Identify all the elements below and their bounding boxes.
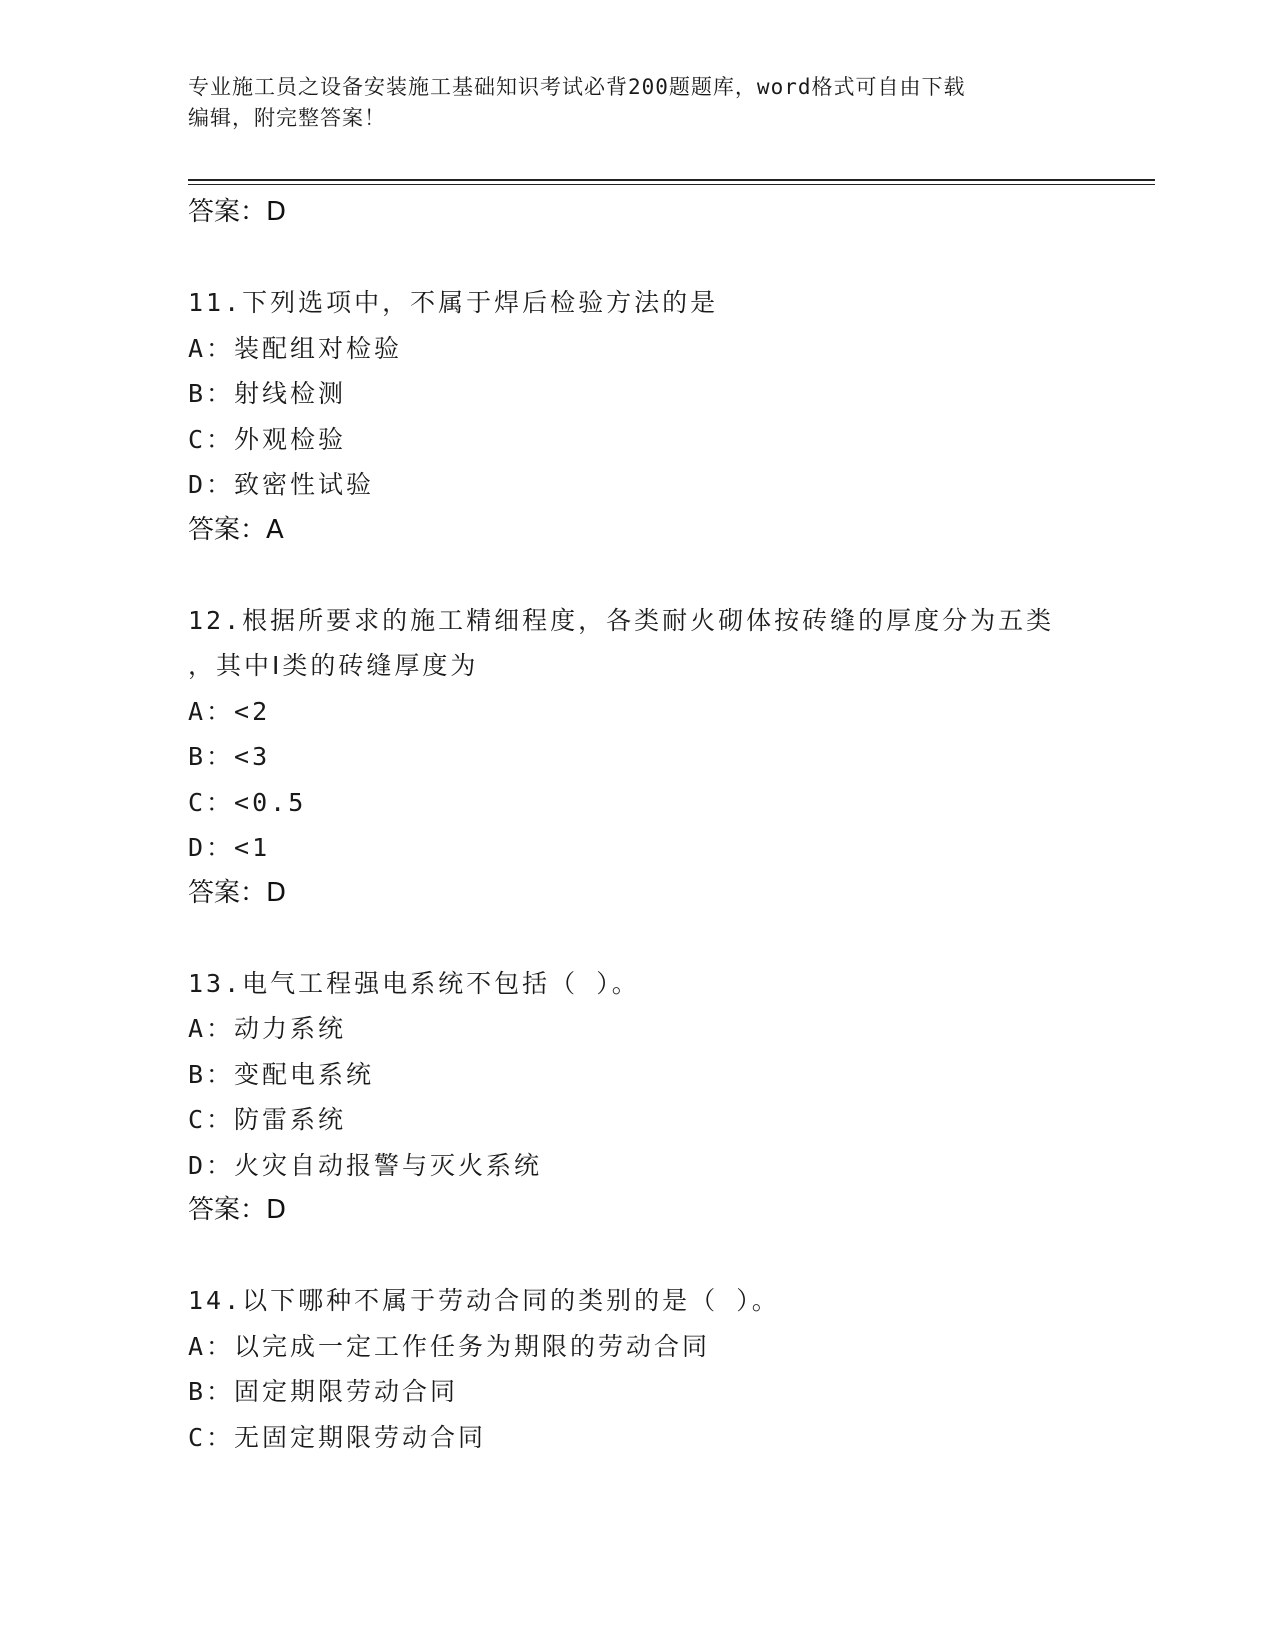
option-d: D：致密性试验 [188, 470, 375, 499]
question-stem: 13.电气工程强电系统不包括（ ）。 [188, 968, 640, 998]
option-a: A：动力系统 [188, 1014, 347, 1043]
question-stem: 14.以下哪种不属于劳动合同的类别的是（ ）。 [188, 1286, 780, 1315]
option-a: A：<2 [188, 696, 271, 726]
option-d: D：火灾自动报警与灭火系统 [188, 1150, 543, 1180]
option-b: B：<3 [188, 742, 271, 771]
question-13 [188, 961, 1088, 1233]
answer-line: 答案：D [188, 877, 287, 908]
option-d: D：<1 [188, 833, 271, 862]
header-rule-thin [188, 184, 1155, 185]
question-12 [188, 598, 1088, 915]
header-rule-thick [188, 179, 1155, 181]
question-11 [188, 280, 1088, 552]
answer-line: 答案：A [188, 514, 284, 545]
answer-line: 答案：D [188, 1195, 287, 1225]
option-c: C：<0.5 [188, 787, 307, 817]
question-14 [188, 1278, 1088, 1460]
question-stem-line-1: 12.根据所要求的施工精细程度，各类耐火砌体按砖缝的厚度分为五类 [188, 605, 1055, 635]
option-a: A：以完成一定工作任务为期限的劳动合同 [188, 1331, 711, 1361]
option-c: C：防雷系统 [188, 1105, 347, 1134]
answer-line: 答案：D [188, 197, 287, 227]
option-b: B：射线检测 [188, 379, 347, 408]
header-line-1: 专业施工员之设备安装施工基础知识考试必背200题题库，word格式可自由下载 [188, 75, 966, 99]
header-line-2: 编辑，附完整答案！ [188, 106, 386, 130]
option-c: C：外观检验 [188, 424, 347, 454]
option-b: B：变配电系统 [188, 1059, 375, 1089]
option-b: B：固定期限劳动合同 [188, 1377, 459, 1406]
option-a: A：装配组对检验 [188, 333, 403, 363]
question-stem-line-2: ，其中Ⅰ类的砖缝厚度为 [188, 651, 479, 680]
option-c: C：无固定期限劳动合同 [188, 1422, 487, 1452]
question-list [188, 190, 1088, 1460]
document-header [188, 72, 1088, 134]
question-stem: 11.下列选项中，不属于焊后检验方法的是 [188, 288, 719, 317]
